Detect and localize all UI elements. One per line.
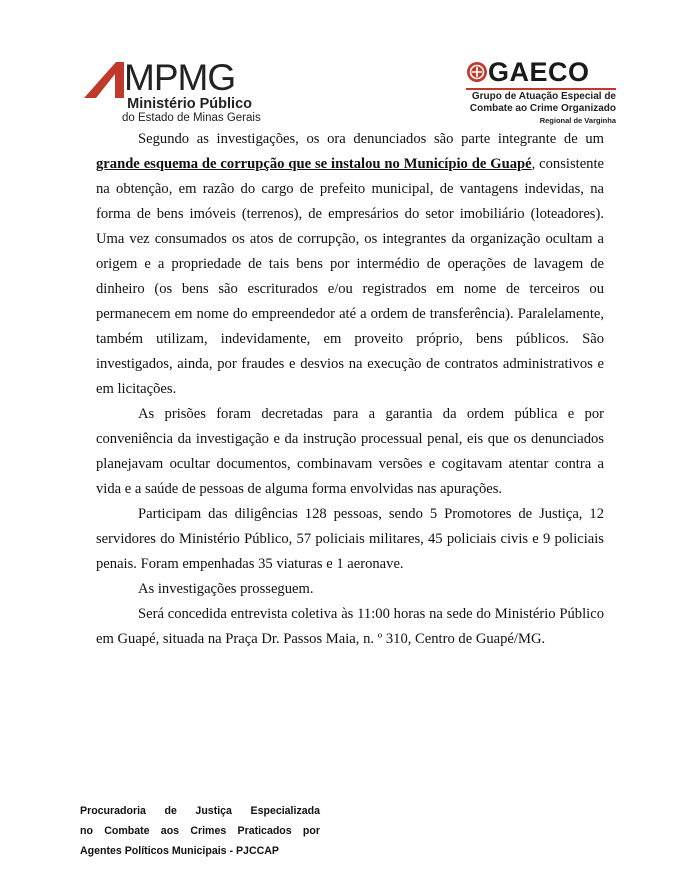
paragraph-5: Será concedida entrevista coletiva às 11:00 horas na sede do Ministério Público em Guapé, situada na Praça Dr. Passos Maia, n. º 310, Centro de Guapé/MG. xyxy=(96,606,604,647)
gaeco-line-2: Combate ao Crime Organizado xyxy=(469,103,616,114)
document-body xyxy=(96,127,604,652)
letterhead xyxy=(0,0,696,130)
mpmg-logo xyxy=(84,57,261,126)
mpmg-emblem-icon xyxy=(84,60,128,100)
footer xyxy=(80,801,320,861)
gaeco-divider xyxy=(466,88,616,90)
paragraph-1-intro: Segundo as investigações, os ora denunciados são parte integrante de um xyxy=(138,131,604,147)
paragraph-1 xyxy=(96,127,604,402)
mpmg-name: Ministério Público xyxy=(127,96,252,112)
mpmg-subtitle: do Estado de Minas Gerais xyxy=(122,112,261,124)
paragraph-2: As prisões foram decretadas para a garantia da ordem pública e por conveniência da investigação e da instrução processual penal, eis que os denunciados planejavam ocultar documentos, combinavam versões e cogitavam atentar contra a vida e a saúde de pessoas de alguma forma envolvidas nas apurações. xyxy=(96,406,604,497)
paragraph-4: As investigações prosseguem. xyxy=(138,581,314,597)
footer-line-1: Procuradoria de Justiça Especializada xyxy=(80,805,320,817)
gaeco-emblem-icon xyxy=(466,61,488,83)
gaeco-line-1: Grupo de Atuação Especial de xyxy=(471,91,616,102)
footer-line-3: Agentes Políticos Municipais - PJCCAP xyxy=(80,845,279,857)
gaeco-wordmark: GAECO xyxy=(488,57,590,87)
paragraph-1-rest: , consistente na obtenção, em razão do cargo de prefeito municipal, de vantagens indevidas, na forma de bens imóveis (terrenos), de empresários do setor imobiliário (loteadores). Uma vez consumados os atos de corrupção, os integrantes da organização ocultam a origem e a propriedade de tais bens por intermédio de operações de lavagem de dinheiro (os bens são escriturados e/ou registrados em nome de terceiros ou permanecem em nome do empreendedor até a ordem de transferência). Paralelamente, também utilizam, indevidamente, em proveito próprio, bens públicos. São investigados, ainda, por fraudes e desvios na execução de contratos administrativos e em licitações. xyxy=(96,156,604,397)
footer-line-2: no Combate aos Crimes Praticados por xyxy=(80,825,320,837)
paragraph-1-emphasis: grande esquema de corrupção que se instalou no Município de Guapé xyxy=(96,156,532,172)
mpmg-wordmark: MPMG xyxy=(124,57,236,98)
gaeco-logo xyxy=(466,57,618,126)
gaeco-line-3: Regional de Varginha xyxy=(539,116,616,125)
paragraph-3: Participam das diligências 128 pessoas, sendo 5 Promotores de Justiça, 12 servidores do Ministério Público, 57 policiais militares, 45 policiais civis e 9 policiais penais. Foram empenhadas 35 viaturas e 1 aeronave. xyxy=(96,506,604,572)
